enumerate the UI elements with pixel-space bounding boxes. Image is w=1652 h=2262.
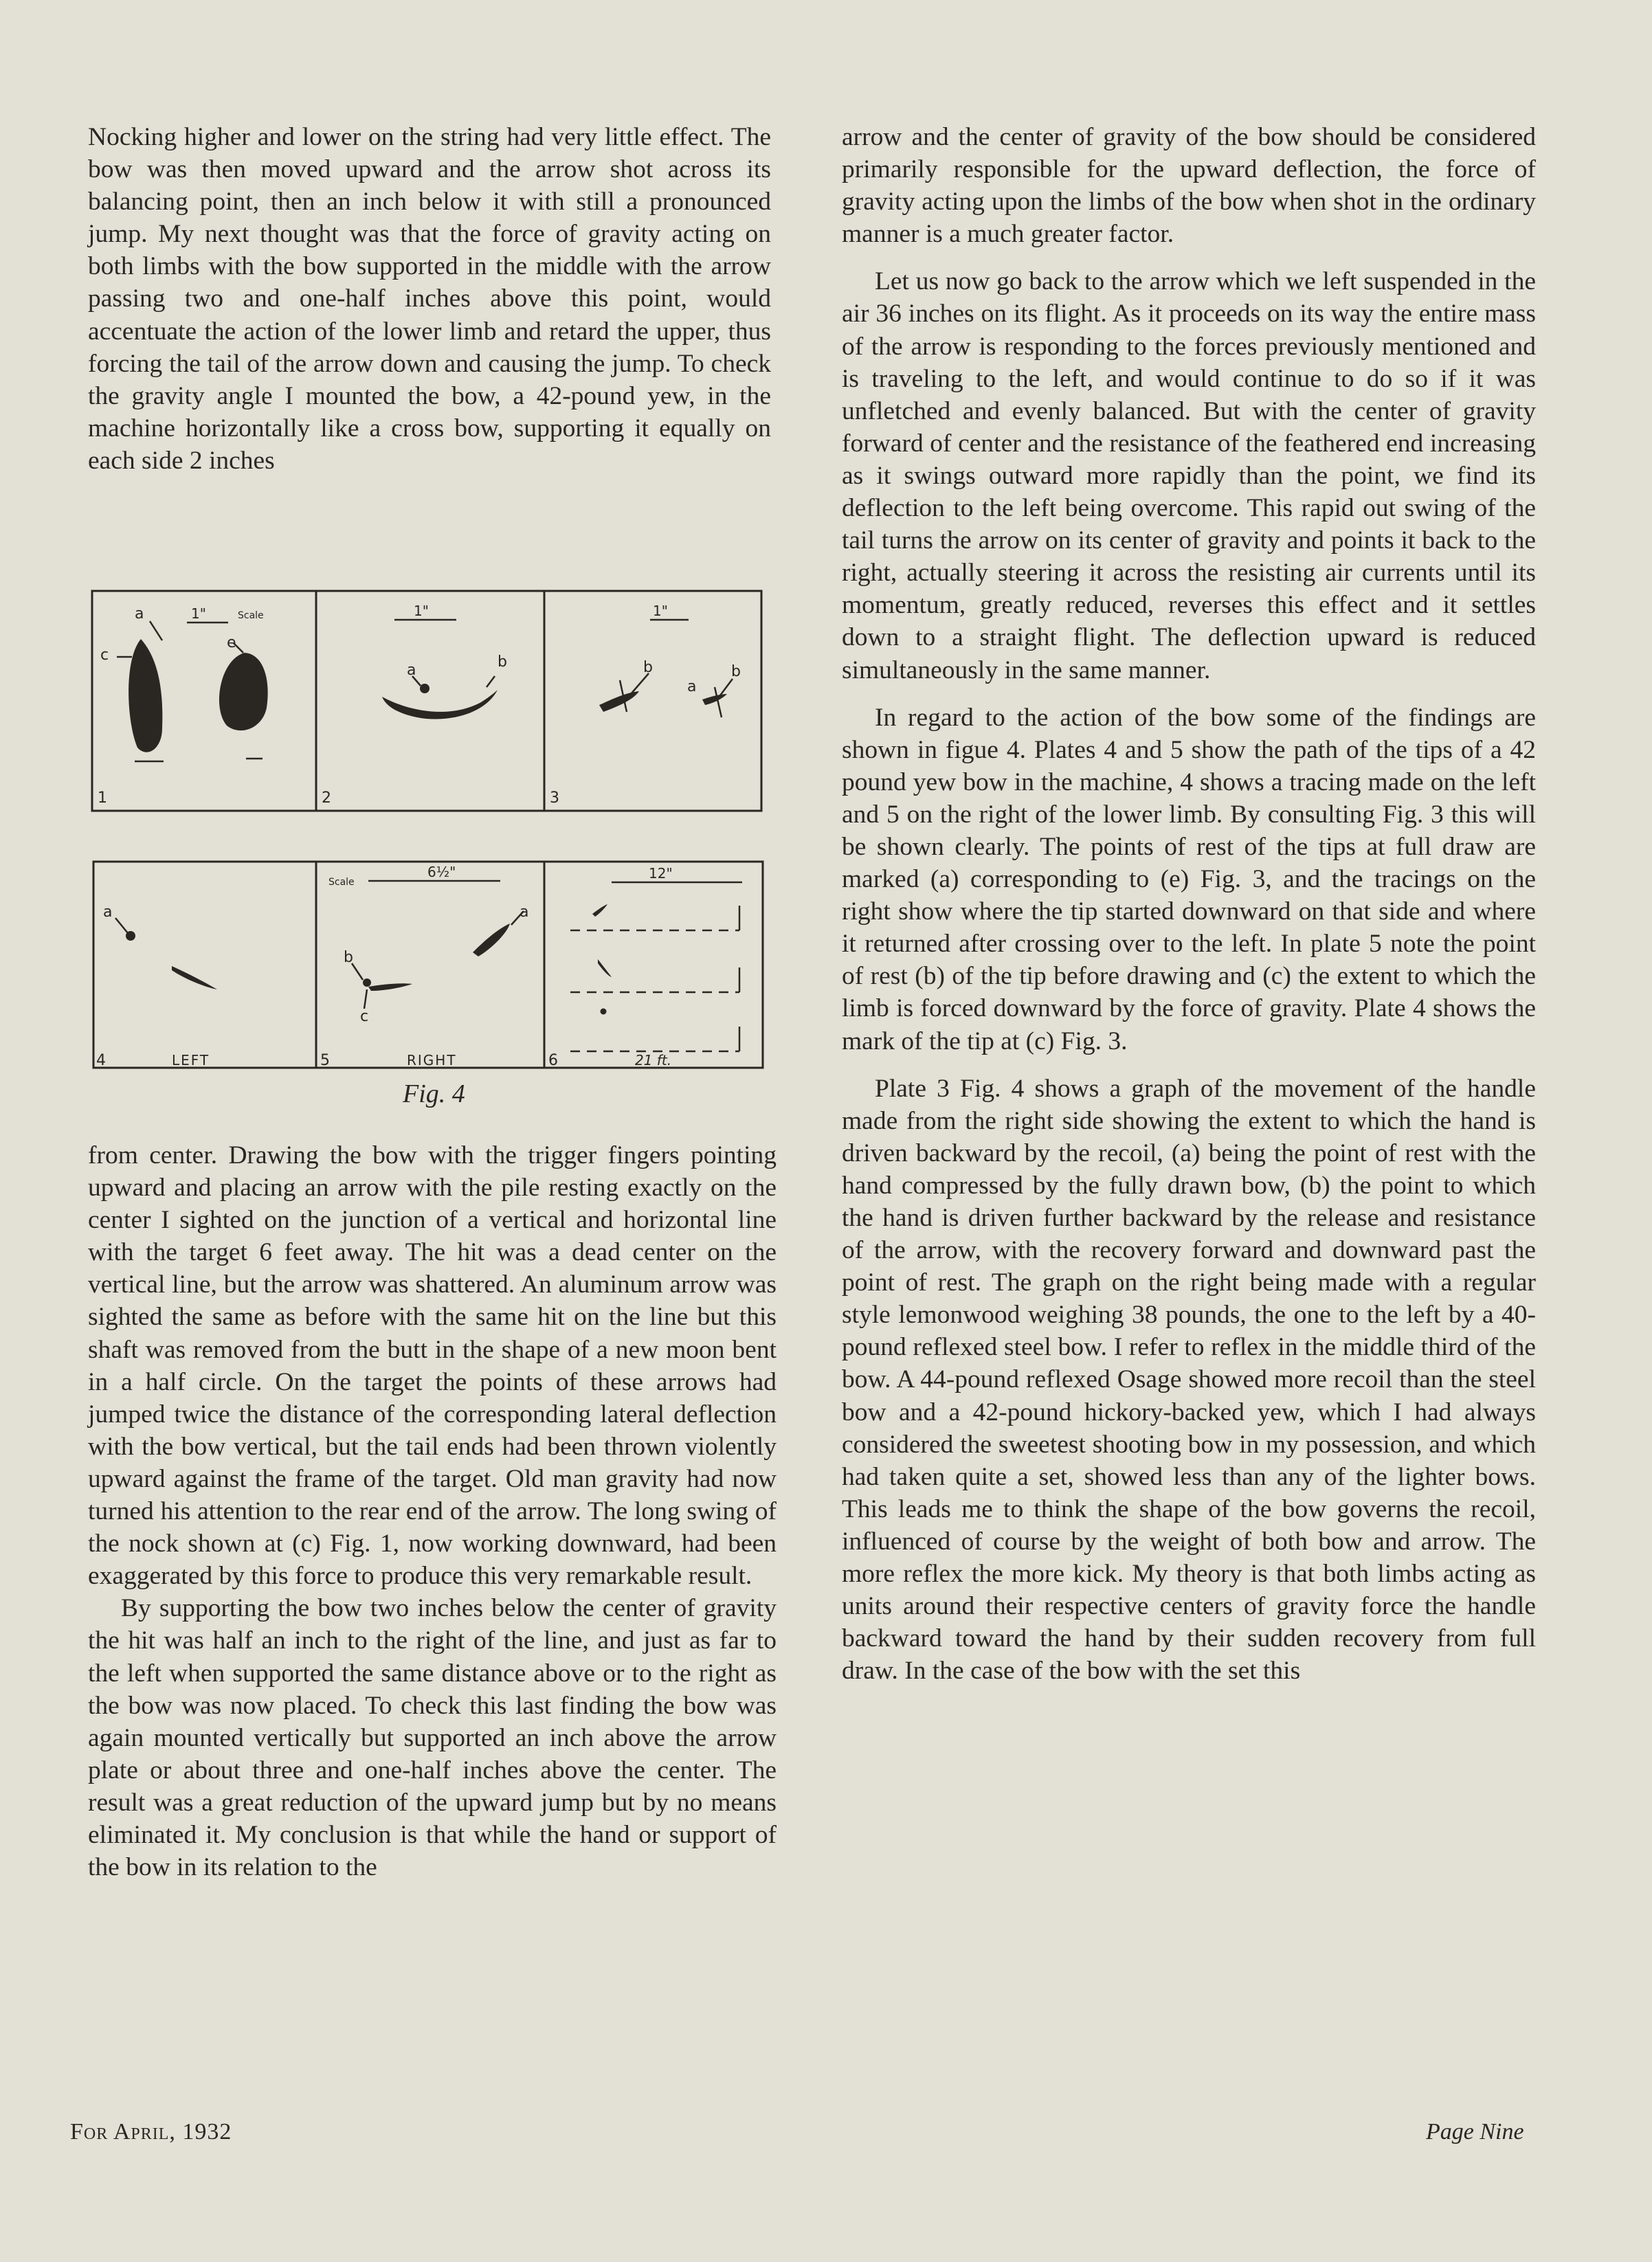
- paragraph: Nocking higher and lower on the string had very little effect. The bow was then moved upward and the arrow shot across its balancing point, then an inch below it with still a pronounced jump. My next thought was that the force of gravity acting on both limbs with the bow supported in the middle with the arrow passing two and one-half inches above this point, would accentuate the action of the lower limb and retard the upper, thus forcing the tail of the arrow down and causing the jump. To check the gravity angle I mounted the bow, a 42-pound yew, in the machine horizontally like a cross bow, supporting it equally on each side 2 inches: [88, 123, 771, 475]
- panel-5-mark-b: b: [344, 949, 353, 966]
- panel-5-mark-c: c: [360, 1008, 369, 1025]
- panel-1-mark-a: a: [135, 605, 144, 623]
- panel-3-tracing-left: [599, 691, 639, 712]
- paragraph: By supporting the bow two inches below the center of gravity the hit was half an inch to the right of the line, and just as far to the left when supported the same distance above or to the right as the bow was now placed. To check this last finding the bow was again mounted vertically but supported an inch above the arrow plate or about three and one-half inches above the center. The result was a great reduction of the upward jump but by no means eliminated it. My conclusion is that while the hand or support of the bow in its relation to the: [88, 1594, 777, 1882]
- panel-5-tracing-lower: [368, 983, 412, 991]
- panel-2-scale-1in: 1": [414, 603, 429, 619]
- panel-3-number: 3: [550, 790, 559, 807]
- panel-3: [620, 620, 733, 717]
- panel-3-tracing-right: [702, 694, 727, 705]
- panel-3-mark-b2: b: [731, 663, 741, 680]
- figure-top-frame: [92, 591, 761, 811]
- paragraph: In regard to the action of the bow some of the findings are shown in figue 4. Plates 4 and 5 show the path of the tips of a 42 pound yew bow in the machine, 4 shows a tracing made on the left and 5 on the right of the lower limb. By consulting Fig. 3 this will be shown clearly. The points of rest of the tips at full draw are marked (a) corresponding to (e) Fig. 3, and the tracings on the right show where the tip started downward on that side and where it returned after crossing over to the left. In plate 5 note the point of rest (b) of the tip before drawing and (c) the extent to which the limb is forced downward by the force of gravity. Plate 4 shows the mark of the tip at (c) Fig. 3.: [842, 703, 1536, 1055]
- footer-issue-date: For April, 1932: [70, 2119, 232, 2145]
- paragraph: from center. Drawing the bow with the trigger fingers pointing upward and placing an arrow with the pile resting exactly on the center I sighted on the junction of a vertical and horizontal line with the target 6 feet away. The hit was a dead center on the vertical line, but the arrow was shattered. An aluminum arrow was sighted the same as before with the same hit on the line but this shaft was removed from the butt in the shape of a new moon bent in a half circle. On the target the points of these arrows had jumped twice the distance of the corresponding lateral deflection with the bow vertical, but the tail ends had been thrown violently upward against the frame of the target. Old man gravity had now turned his attention to the rear end of the arrow. The long swing of the nock shown at (c) Fig. 1, now working downward, had been exaggerated by this force to produce this very remarkable result.: [88, 1141, 777, 1591]
- panel-4: [115, 918, 128, 933]
- panel-3-mark-b: b: [643, 659, 653, 676]
- panel-4-label: LEFT: [172, 1052, 210, 1068]
- panel-6-mark-2: [598, 959, 612, 977]
- panel-1-tracing-right: [219, 653, 268, 730]
- right-column: [842, 121, 1536, 1687]
- figure-bottom-frame: [93, 862, 763, 1068]
- panel-6-number: 6: [548, 1052, 558, 1069]
- panel-3-mark-a: a: [687, 678, 697, 695]
- panel-2-mark-a: a: [407, 662, 416, 679]
- paragraph: arrow and the center of gravity of the bow should be considered primarily responsible for the upward deflection, the force of gravity acting upon the limbs of the bow when shot in the ordinary manner is a much greater factor.: [842, 123, 1536, 249]
- footer-page-number: Page Nine: [1426, 2119, 1524, 2145]
- figure-caption: Fig. 4: [403, 1079, 465, 1108]
- panel-2-tracing: [382, 690, 498, 719]
- panel-2-number: 2: [322, 790, 331, 807]
- paragraph: Let us now go back to the arrow which we left suspended in the air 36 inches on its flight. As it proceeds on its way the entire mass of the arrow is responding to the forces previously mentioned and is traveling to the left, and would continue to do so if it was unfletched and evenly balanced. But with the center of gravity forward of center and the resistance of the feathered end increasing as it swings outward more rapidly than the point, we find its deflection to the left being overcome. This rapid out swing of the tail turns the arrow on its center of gravity and points it back to the right, actually steering it across the resisting air currents until its momentum, greatly reduced, reverses this effect and it settles down to a straight flight. The deflection upward is reduced simultaneously in the same manner.: [842, 267, 1536, 684]
- panel-5-scale-word: Scale: [328, 877, 355, 888]
- panel-1-scale-1in: 1": [191, 605, 206, 622]
- panel-2-mark-b: b: [498, 653, 507, 671]
- panel-6-mark-1: [592, 904, 607, 917]
- panel-6-distance: 21 ft.: [635, 1052, 672, 1068]
- panel-6-scale-12in: 12": [649, 865, 673, 882]
- panel-4-number: 4: [96, 1052, 106, 1069]
- panel-4-mark-a: a: [103, 904, 113, 921]
- panel-5-scale-6-5in: 6½": [427, 864, 456, 880]
- panel-5-label: RIGHT: [407, 1052, 457, 1068]
- panel-1-tracing-left: [129, 639, 162, 752]
- paragraph: Plate 3 Fig. 4 shows a graph of the movement of the handle made from the right side showing the extent to which the hand is driven backward by the recoil, (a) being the point of rest with the hand compressed by the fully drawn bow, (b) the point to which the hand is driven further backward by the release and resistance of the arrow, with the recovery forward and downward past the point of rest. The graph on the right being made with a regular style lemonwood weighing 38 pounds, the one to the left by a 40-pound reflexed steel bow. I refer to reflex in the middle third of the bow. A 44-pound reflexed Osage showed more recoil than the steel bow and a 42-pound hickory-backed yew, which I had always considered the sweetest shooting bow in my possession, and which had taken quite a set, showed less than any of the lighter bows. This leads me to think the shape of the bow governs the recoil, influenced of course by the weight of both bow and arrow. The more reflex the more kick. My theory is that both limbs acting as units around their respective centers of gravity force the handle backward toward the hand by their sudden recovery from full draw. In the case of the bow with the set this: [842, 1074, 1536, 1686]
- panel-3-scale-1in: 1": [653, 603, 668, 619]
- panel-5-number: 5: [320, 1052, 330, 1069]
- panel-1-scale-word: Scale: [238, 610, 264, 621]
- panel-4-tracing: [172, 966, 217, 989]
- panel-6: [570, 882, 742, 1051]
- panel-5-mark-a: a: [520, 904, 529, 921]
- left-column-bottom: [88, 1139, 777, 1883]
- panel-1-mark-e: e: [227, 634, 236, 651]
- panel-1-number: 1: [98, 790, 107, 807]
- panel-5-tracing-upper: [473, 923, 510, 956]
- panel-1-mark-c: c: [100, 647, 109, 664]
